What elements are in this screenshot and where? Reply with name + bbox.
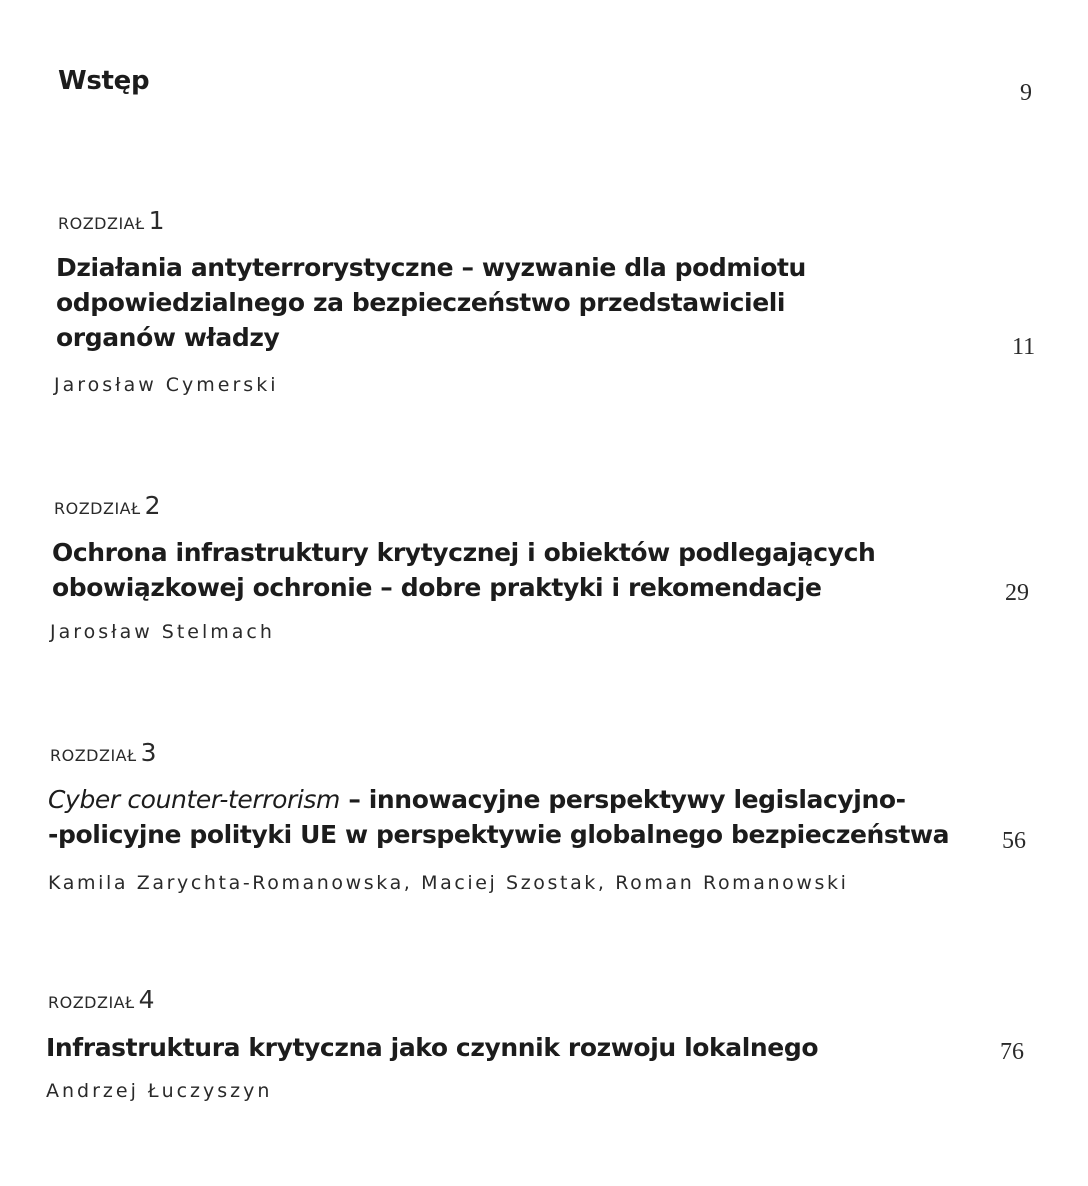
- chapter-title-line: [48, 782, 949, 817]
- chapter-1-author: Jarosław Cymerski: [54, 374, 279, 396]
- chapter-title-text: – innowacyjne perspektywy legislacyjno-: [340, 785, 906, 814]
- chapter-2-title[interactable]: [52, 535, 875, 605]
- chapter-3-title[interactable]: [48, 782, 949, 852]
- chapter-4-label: [48, 985, 155, 1014]
- chapter-label-text: ROZDZIAŁ: [50, 746, 137, 765]
- chapter-title-line: Działania antyterrorystyczne – wyzwanie dla podmiotu: [56, 253, 806, 282]
- chapter-title-line: -policyjne polityki UE w perspektywie globalnego bezpieczeństwa: [48, 820, 950, 849]
- chapter-title-line: obowiązkowej ochronie – dobre praktyki i rekomendacje: [52, 573, 822, 602]
- chapter-title-italic: Cyber counter-terrorism: [48, 785, 341, 814]
- chapter-title-line: Infrastruktura krytyczna jako czynnik rozwoju lokalnego: [46, 1033, 819, 1062]
- chapter-2-label: [54, 491, 161, 520]
- chapter-4-page-number: 76: [1000, 1039, 1024, 1065]
- chapter-number: 2: [144, 491, 162, 520]
- chapter-2-author: Jarosław Stelmach: [50, 621, 275, 643]
- chapter-label-text: ROZDZIAŁ: [54, 499, 141, 518]
- chapter-title-line: Ochrona infrastruktury krytycznej i obiektów podlegających: [52, 538, 876, 567]
- intro-title[interactable]: Wstęp: [58, 66, 150, 96]
- chapter-label-text: ROZDZIAŁ: [48, 993, 135, 1012]
- chapter-2-page-number: 29: [1005, 580, 1029, 606]
- chapter-number: 4: [138, 985, 156, 1014]
- chapter-1-title[interactable]: [56, 250, 806, 355]
- chapter-3-page-number: 56: [1002, 828, 1026, 854]
- chapter-4-title[interactable]: [46, 1030, 818, 1065]
- chapter-1-page-number: 11: [1012, 334, 1036, 360]
- chapter-4-author: Andrzej Łuczyszyn: [46, 1080, 273, 1102]
- chapter-3-label: [50, 738, 157, 767]
- chapter-number: 3: [140, 738, 158, 767]
- intro-page-number: 9: [1020, 80, 1032, 106]
- chapter-3-author: Kamila Zarychta-Romanowska, Maciej Szostak, Roman Romanowski: [48, 872, 849, 894]
- chapter-1-label: [58, 206, 165, 235]
- chapter-label-text: ROZDZIAŁ: [58, 214, 145, 233]
- chapter-number: 1: [148, 206, 166, 235]
- chapter-title-line: odpowiedzialnego za bezpieczeństwo przedstawicieli: [56, 288, 786, 317]
- chapter-title-line: organów władzy: [56, 323, 280, 352]
